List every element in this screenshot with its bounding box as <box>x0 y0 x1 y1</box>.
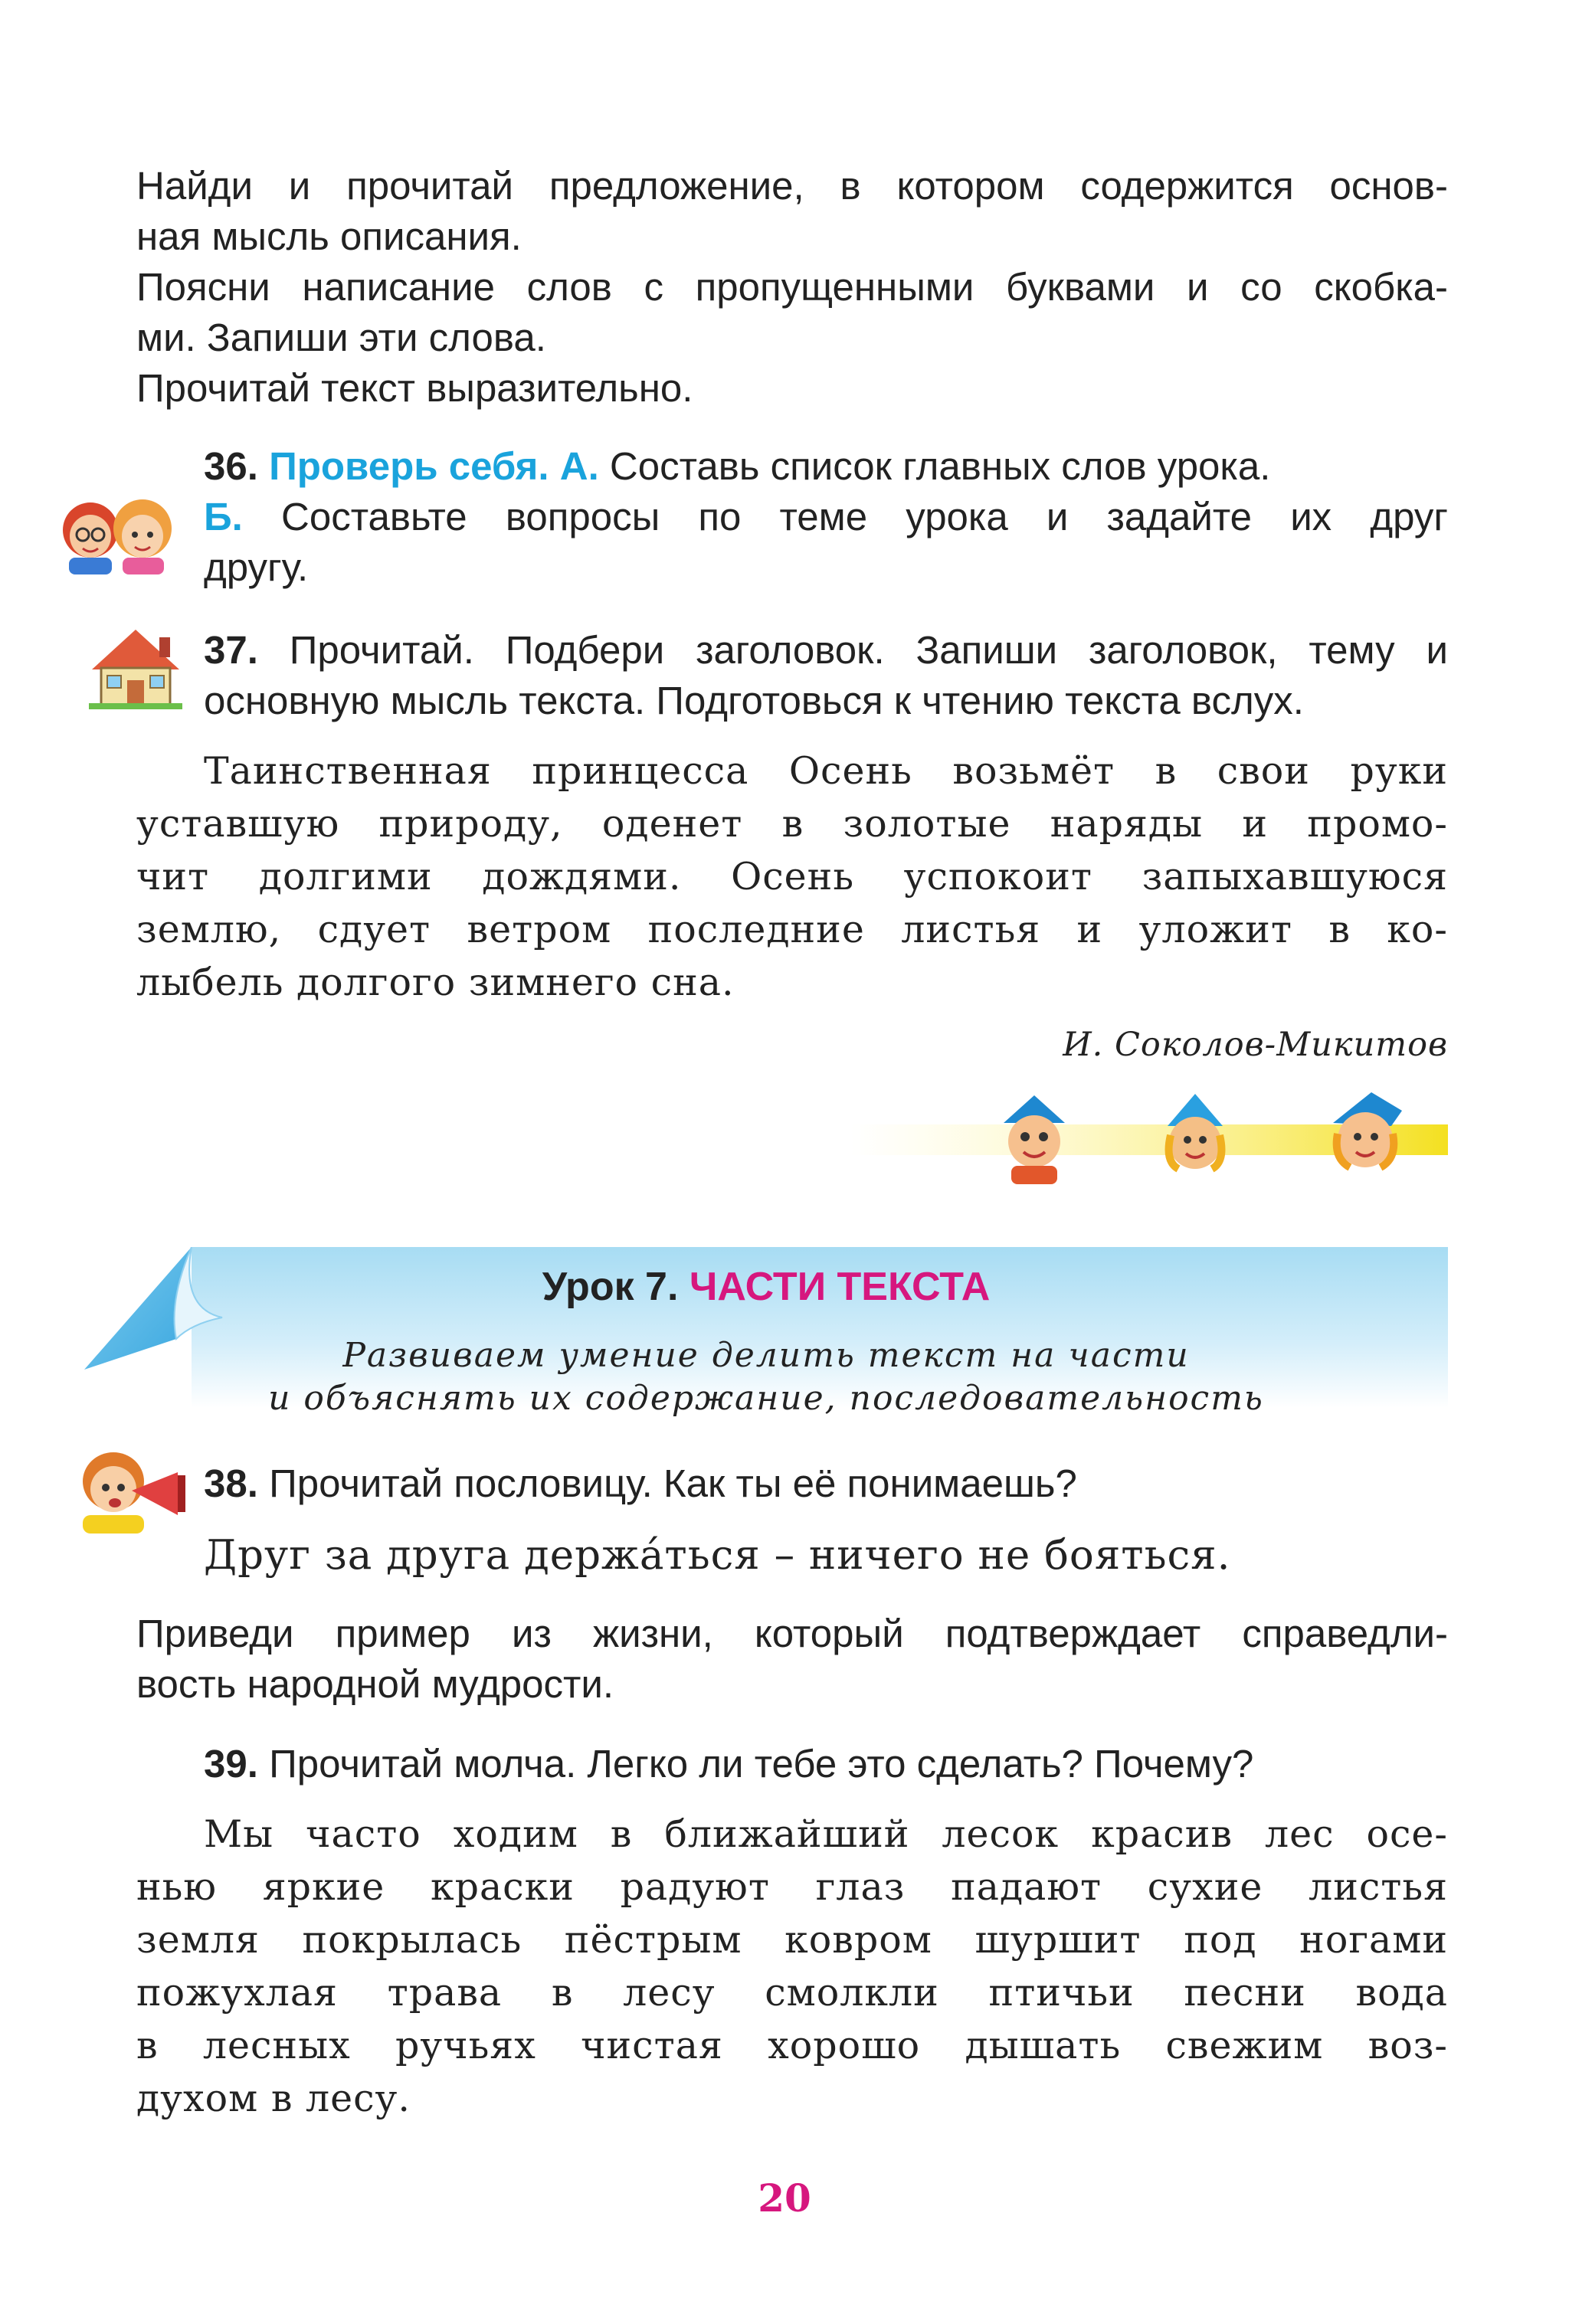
passage-line: нью яркие краски радуют глаз падают сухие листья <box>136 1865 1448 1909</box>
lesson-subtitle-line: и объяснять их содержание, последовательность <box>268 1379 1264 1418</box>
exercise-38 <box>204 1458 1448 1509</box>
exercise-37 <box>204 625 1448 726</box>
intro-line: ная мысль описания. <box>136 214 522 258</box>
passage-line: духом в лесу. <box>136 2077 411 2120</box>
exercise-number: 38. <box>204 1462 258 1505</box>
exercise-number: 39. <box>204 1742 258 1786</box>
lesson-subtitle <box>84 1334 1448 1420</box>
passage-line: Мы часто ходим в ближайший лесок красив лес осе- <box>204 1812 1448 1856</box>
children-pair-icon <box>52 490 182 576</box>
exercise-37-passage <box>136 745 1448 1009</box>
intro-line: Поясни написание слов с пропущенными буквами и со скобка- <box>136 265 1448 309</box>
exercise-36-line1 <box>204 441 1448 492</box>
boy-megaphone-icon <box>70 1445 193 1537</box>
exercise-38-line <box>204 1458 1448 1509</box>
exercise-39 <box>204 1739 1448 1789</box>
task-line: Приведи пример из жизни, который подтверждает справедли- <box>136 1612 1448 1655</box>
passage-line: пожухлая трава в лесу смолкли птичьи песни вода <box>136 1971 1448 2015</box>
proverb <box>204 1529 1448 1582</box>
passage-line: землю, сдует ветром последние листья и уложит в ко- <box>136 908 1448 951</box>
part-b-text: Составьте вопросы по теме урока и задайте их друг <box>281 495 1449 538</box>
check-yourself-label: Проверь себя. <box>269 444 549 488</box>
passage-line: лыбель долгого зимнего сна. <box>136 961 735 1004</box>
lesson-title <box>84 1262 1448 1311</box>
lesson-subtitle-line: Развиваем умение делить текст на части <box>342 1336 1190 1375</box>
exercise-36-line3: другу. <box>204 545 309 589</box>
passage-line: в лесных ручьях чистая хорошо дышать свежим воз- <box>136 2024 1448 2067</box>
exercise-38-instruction: Прочитай пословицу. Как ты её понимаешь? <box>269 1462 1077 1505</box>
passage-line: чит долгими дождями. Осень успокоит запыхавшуюся <box>136 855 1448 899</box>
part-b-label: Б. <box>204 495 243 538</box>
exercise-36-line2 <box>204 492 1448 542</box>
exercise-39-passage <box>136 1808 1448 2125</box>
exercise-38-task <box>136 1609 1448 1710</box>
proverb-accent: á <box>639 1532 665 1579</box>
intro-line: ми. Запиши эти слова. <box>136 316 546 359</box>
intro-line: Найди и прочитай предложение, в котором содержится основ- <box>136 164 1448 208</box>
exercise-39-line <box>204 1739 1448 1789</box>
task-line: вость народной мудрости. <box>136 1662 614 1706</box>
exercise-37-line1 <box>204 625 1448 676</box>
exercise-39-instruction: Прочитай молча. Легко ли тебе это сделать? Почему? <box>269 1742 1254 1786</box>
passage-line: земля покрылась пёстрым ковром шуршит под ногами <box>136 1918 1448 1962</box>
part-a-label: А. <box>559 444 599 488</box>
passage-author: И. Соколов-Микитов <box>1063 1026 1448 1064</box>
exercise-number: 36. <box>204 444 258 488</box>
exercise-37-text: Прочитай. Подбери заголовок. Запиши заголовок, тему и <box>289 628 1448 672</box>
lesson-prefix: Урок 7. <box>542 1265 679 1309</box>
passage-line: уставшую природу, оденет в золотые наряды и промо- <box>136 802 1448 846</box>
part-a-text: Составь список главных слов урока. <box>609 444 1271 488</box>
intro-block <box>136 161 1448 414</box>
house-icon <box>86 627 185 711</box>
passage-line: Таинственная принцесса Осень возьмёт в свои руки <box>204 749 1448 793</box>
intro-line: Прочитай текст выразительно. <box>136 366 693 410</box>
exercise-number: 37. <box>204 628 258 672</box>
exercise-37-line2: основную мысль текста. Подготовься к чтению текста вслух. <box>204 679 1304 722</box>
exercise-36 <box>204 441 1448 593</box>
page-number: 20 <box>758 2175 811 2221</box>
proverb-part: ться – ничего не бояться. <box>664 1532 1231 1579</box>
lesson-topic: ЧАСТИ ТЕКСТА <box>689 1265 991 1309</box>
proverb-part: Друг за друга держ <box>204 1532 640 1579</box>
gnome-strip-decoration <box>850 1088 1448 1187</box>
